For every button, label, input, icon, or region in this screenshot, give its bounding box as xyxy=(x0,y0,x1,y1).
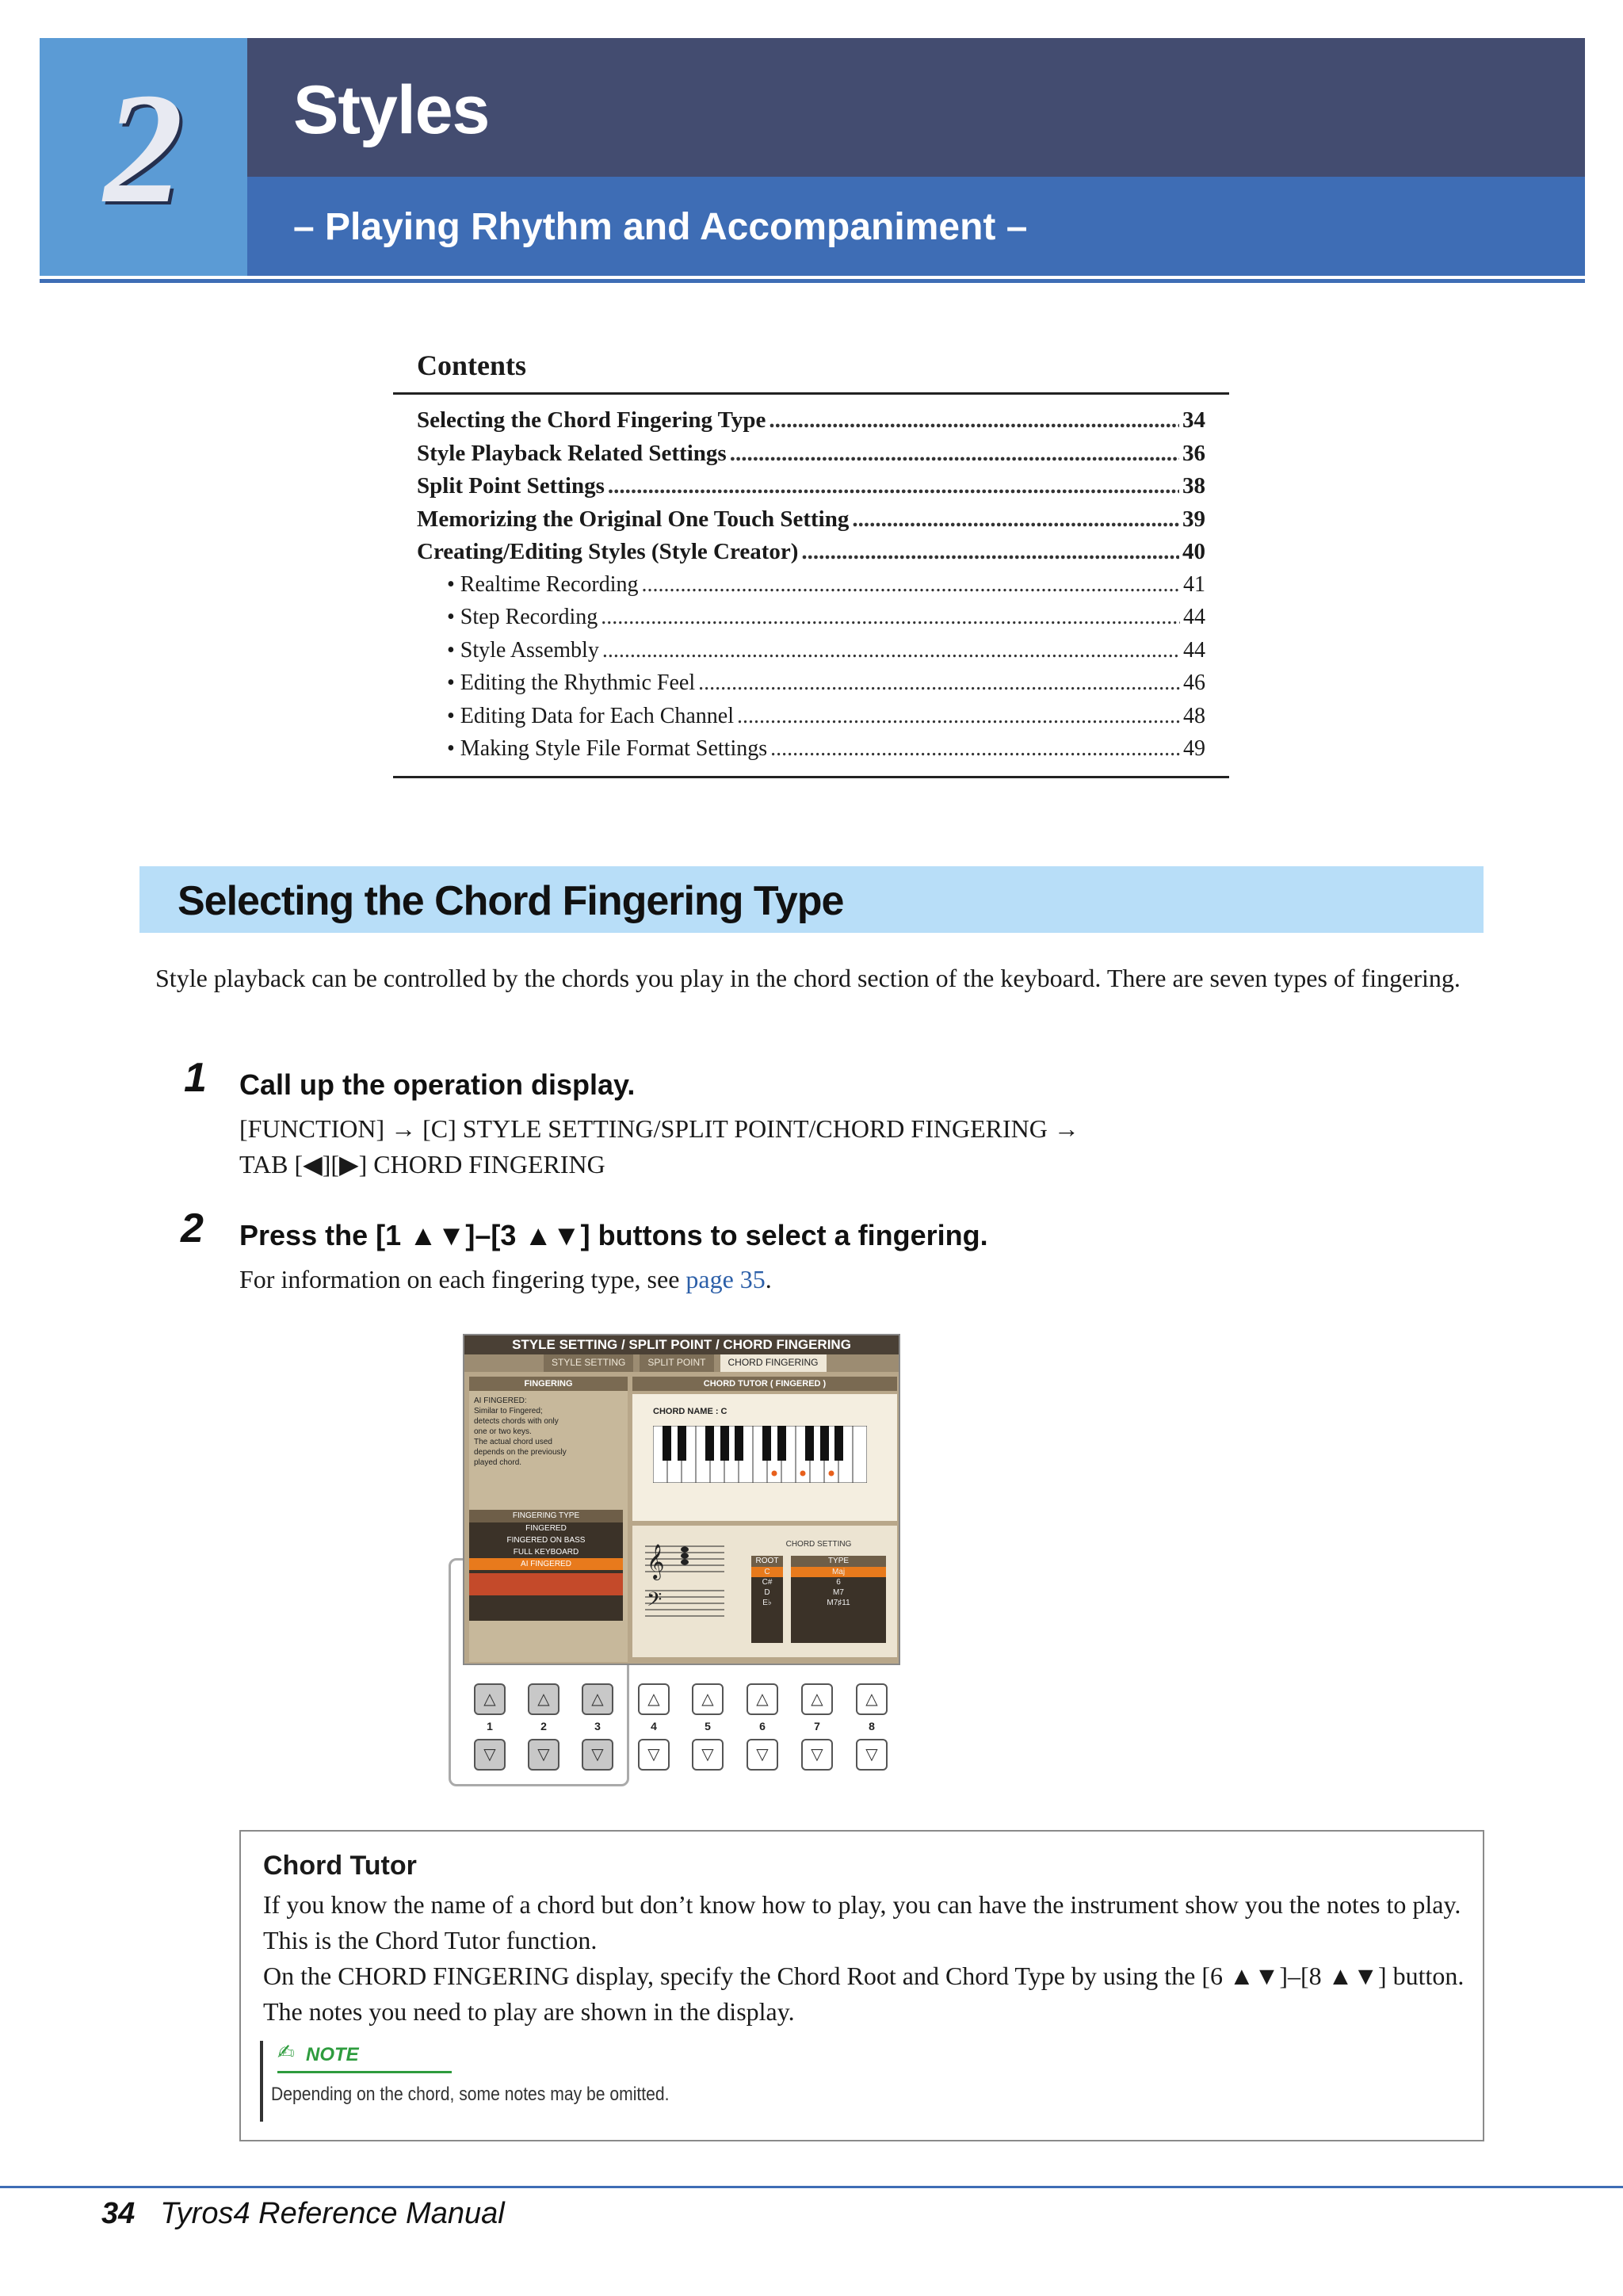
button-1-down[interactable]: ▽ xyxy=(474,1739,506,1771)
lcd-screenshot xyxy=(463,1334,900,1665)
button-number-label: 8 xyxy=(869,1720,875,1733)
toc-entry-page: 39 xyxy=(1182,506,1205,532)
toc-entry[interactable] xyxy=(417,407,1205,441)
toc-entry-page: 41 xyxy=(1183,571,1205,597)
keyboard-diagram xyxy=(653,1426,867,1483)
toc-leader-dots xyxy=(801,539,1179,565)
fingering-option[interactable]: FINGERED ON BASS xyxy=(506,1536,586,1545)
fingering-option[interactable]: FINGERED xyxy=(525,1524,567,1533)
step-1-line-2: TAB [◀][▶] CHORD FINGERING xyxy=(239,1150,605,1179)
button-8-up[interactable]: △ xyxy=(856,1683,888,1715)
toc-entry-label: • Editing Data for Each Channel xyxy=(447,703,735,728)
toc-entry-page: 49 xyxy=(1183,736,1205,761)
button-8-down[interactable]: ▽ xyxy=(856,1739,888,1771)
toc-entry-page: 38 xyxy=(1182,473,1205,499)
toc-leader-dots xyxy=(730,441,1179,467)
step-1-number: 1 xyxy=(184,1055,207,1101)
chapter-number: 2 xyxy=(104,61,183,236)
step-2-body-suffix: . xyxy=(765,1265,772,1293)
type-option[interactable]: M7♯11 xyxy=(827,1599,850,1607)
staff-icon xyxy=(637,1530,732,1649)
step-2-number: 2 xyxy=(181,1205,204,1251)
footer-rule xyxy=(0,2186,1623,2188)
chapter-subtitle: – Playing Rhythm and Accompaniment – xyxy=(293,206,1028,248)
button-4-down[interactable]: ▽ xyxy=(638,1739,670,1771)
button-1-up[interactable]: △ xyxy=(474,1683,506,1715)
button-4-up[interactable]: △ xyxy=(638,1683,670,1715)
note-rule xyxy=(277,2071,452,2073)
toc-entry-label: Style Playback Related Settings xyxy=(417,440,727,466)
toc-leader-dots xyxy=(698,670,1180,696)
toc-leader-dots xyxy=(737,704,1180,729)
toc-entry[interactable] xyxy=(417,572,1205,606)
manual-title: Tyros4 Reference Manual xyxy=(160,2197,505,2230)
note-text: Depending on the chord, some notes may be omitted. xyxy=(271,2084,670,2105)
chord-name: CHORD NAME : C xyxy=(653,1407,727,1416)
toc-entry-page: 34 xyxy=(1182,407,1205,433)
toc-entry[interactable] xyxy=(417,539,1205,572)
fingering-type-list xyxy=(469,1510,623,1621)
toc-leader-dots xyxy=(770,736,1180,762)
toc-entry[interactable] xyxy=(417,605,1205,638)
toc-leader-dots xyxy=(608,473,1179,499)
step-1-title: Call up the operation display. xyxy=(239,1068,636,1101)
step-2-title: Press the [1 ▲▼]–[3 ▲▼] buttons to select a fingering. xyxy=(239,1219,988,1251)
toc-entry-label: • Editing the Rhythmic Feel xyxy=(447,670,696,695)
button-number-label: 5 xyxy=(705,1720,711,1733)
button-number-label: 2 xyxy=(540,1720,547,1733)
toc-entry-page: 44 xyxy=(1183,637,1205,663)
root-option[interactable]: C# xyxy=(762,1578,773,1587)
toc-entry-page: 36 xyxy=(1182,440,1205,466)
svg-text:𝄢: 𝄢 xyxy=(647,1588,663,1616)
root-option-selected[interactable]: C xyxy=(751,1567,783,1577)
toc-leader-dots xyxy=(769,407,1179,434)
toc-leader-dots xyxy=(602,638,1180,663)
page-footer xyxy=(101,2197,505,2231)
lcd-tabs xyxy=(464,1354,899,1372)
button-number-label: 7 xyxy=(814,1720,820,1733)
button-number-label: 4 xyxy=(651,1720,657,1733)
toc-entry[interactable] xyxy=(417,736,1205,770)
toc-entry[interactable] xyxy=(417,638,1205,671)
toc-leader-dots xyxy=(852,506,1179,533)
chord-tutor-panel xyxy=(632,1377,897,1662)
type-column xyxy=(791,1556,886,1643)
chapter-number-box xyxy=(40,38,247,276)
toc-entry-page: 44 xyxy=(1183,605,1205,629)
button-number-label: 6 xyxy=(759,1720,766,1733)
type-option-selected[interactable]: Maj xyxy=(791,1567,886,1577)
root-option[interactable]: E♭ xyxy=(762,1599,772,1607)
button-2-down[interactable]: ▽ xyxy=(528,1739,559,1771)
fingering-description: AI FINGERED: Similar to Fingered; detects chords with only one or two keys. The actual chord used depends on the previously played chord. xyxy=(474,1396,567,1467)
fingering-head: FINGERING xyxy=(469,1377,628,1391)
root-head: ROOT xyxy=(751,1556,783,1567)
toc-list xyxy=(393,395,1229,770)
contents-block xyxy=(393,349,1229,778)
tab-chord-fingering[interactable]: CHORD FINGERING xyxy=(720,1354,827,1372)
button-7-down[interactable]: ▽ xyxy=(801,1739,833,1771)
toc-entry-label: Selecting the Chord Fingering Type xyxy=(417,407,766,433)
step-1-line-1: [FUNCTION] → [C] STYLE SETTING/SPLIT POINT/CHORD FINGERING → xyxy=(239,1114,1079,1143)
root-column xyxy=(751,1556,783,1643)
fingering-option-selected[interactable]: AI FINGERED xyxy=(469,1558,623,1570)
chord-tutor-head: CHORD TUTOR ( FINGERED ) xyxy=(632,1377,897,1391)
toc-entry[interactable] xyxy=(417,670,1205,704)
type-option[interactable]: 6 xyxy=(836,1578,841,1587)
chord-tutor-text: If you know the name of a chord but don’t know how to play, you can have the instrument show you the notes to play. This is the Chord Tutor function. On the CHORD FINGERING display, specify the Chord Root and Chord Type by using the [6 ▲▼]–[8 ▲▼] button. The notes you need to play are shown in the display. xyxy=(263,1890,1465,2026)
staff-area xyxy=(632,1526,897,1657)
svg-text:𝄞: 𝄞 xyxy=(647,1544,665,1579)
header-rule xyxy=(40,279,1585,283)
chord-tutor-area xyxy=(632,1394,897,1521)
section-title: Selecting the Chord Fingering Type xyxy=(178,878,844,924)
note-label: NOTE xyxy=(306,2044,359,2065)
fingering-scroll-arrows xyxy=(469,1573,623,1595)
fingering-option[interactable]: FULL KEYBOARD xyxy=(513,1548,579,1557)
toc-entry[interactable] xyxy=(417,506,1205,540)
chord-tutor-title: Chord Tutor xyxy=(263,1851,417,1881)
button-5-down[interactable]: ▽ xyxy=(692,1739,724,1771)
button-6-up[interactable]: △ xyxy=(747,1683,778,1715)
button-3-up[interactable]: △ xyxy=(582,1683,613,1715)
button-number-label: 3 xyxy=(594,1720,601,1733)
toc-entry[interactable] xyxy=(417,704,1205,737)
toc-entry-label: Creating/Editing Styles (Style Creator) xyxy=(417,539,799,564)
section-intro: Style playback can be controlled by the chords you play in the chord section of the keyboard. There are seven types of fingering. xyxy=(155,964,1461,992)
toc-entry-label: • Making Style File Format Settings xyxy=(447,736,768,761)
note-bar xyxy=(260,2041,263,2122)
chapter-subtitle-box xyxy=(247,177,1585,276)
page-35-link[interactable]: page 35 xyxy=(685,1265,766,1293)
toc-entry[interactable] xyxy=(417,441,1205,474)
toc-leader-dots xyxy=(601,605,1180,630)
toc-entry-label: • Step Recording xyxy=(447,605,598,629)
tab-split-point[interactable]: SPLIT POINT xyxy=(640,1354,713,1372)
pencil-icon: ✍ xyxy=(277,2041,295,2065)
toc-entry-page: 46 xyxy=(1183,670,1205,695)
toc-entry-label: Memorizing the Original One Touch Setting xyxy=(417,506,850,532)
page-number: 34 xyxy=(101,2197,136,2230)
toc-entry-page: 48 xyxy=(1183,703,1205,728)
toc-leader-dots xyxy=(642,572,1180,598)
tab-style-setting[interactable]: STYLE SETTING xyxy=(544,1354,633,1372)
type-option[interactable]: M7 xyxy=(833,1588,844,1597)
section-heading-bar xyxy=(139,866,1484,933)
contents-heading: Contents xyxy=(417,350,527,381)
toc-entry[interactable] xyxy=(417,473,1205,506)
button-7-up[interactable]: △ xyxy=(801,1683,833,1715)
toc-entry-label: • Style Assembly xyxy=(447,637,599,663)
root-option[interactable]: D xyxy=(764,1588,770,1597)
chord-tutor-box xyxy=(239,1830,1484,2141)
lcd-title: STYLE SETTING / SPLIT POINT / CHORD FINGERING xyxy=(464,1335,899,1354)
chapter-title: Styles xyxy=(293,72,490,148)
button-number-label: 1 xyxy=(487,1720,493,1733)
button-5-up[interactable]: △ xyxy=(692,1683,724,1715)
toc-entry-page: 40 xyxy=(1182,539,1205,564)
type-head: TYPE xyxy=(791,1556,886,1567)
button-3-down[interactable]: ▽ xyxy=(582,1739,613,1771)
button-2-up[interactable]: △ xyxy=(528,1683,559,1715)
toc-entry-label: Split Point Settings xyxy=(417,473,605,499)
toc-entry-label: • Realtime Recording xyxy=(447,571,639,597)
fingering-type-head: FINGERING TYPE xyxy=(469,1510,623,1522)
step-2-body xyxy=(239,1262,772,1297)
chord-setting-label: CHORD SETTING xyxy=(785,1540,852,1549)
chapter-title-box xyxy=(247,38,1585,177)
contents-bottom-rule xyxy=(393,776,1229,778)
step-2-body-prefix: For information on each fingering type, see xyxy=(239,1265,686,1293)
button-6-down[interactable]: ▽ xyxy=(747,1739,778,1771)
